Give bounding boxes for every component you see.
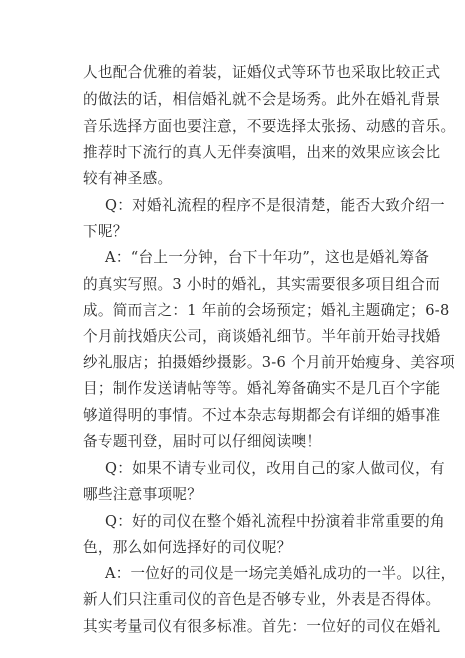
text-line: 色，那么如何选择好的司仪呢？ — [83, 539, 292, 556]
question-line: Q：好的司仪在整个婚礼流程中扮演着非常重要的角 — [105, 513, 445, 530]
text-line: 下呢？ — [83, 223, 128, 240]
text-line: 推荐时下流行的真人无伴奏演唱，出来的效果应该会比 — [83, 144, 441, 161]
text-line: 音乐选择方面也要注意，不要选择太张扬、动感的音乐。 — [83, 118, 456, 135]
text-line: 的真实写照。3 小时的婚礼，其实需要很多项目组合而 — [83, 276, 441, 293]
question-line: Q：如果不请专业司仪，改用自己的家人做司仪，有 — [105, 460, 445, 477]
text-line: 目；制作发送请帖等等。婚礼筹备确实不是几百个字能 — [83, 380, 441, 397]
text-line: 够道得明的事情。不过本杂志每期都会有详细的婚事准 — [83, 407, 441, 424]
text-line: 新人们只注重司仪的音色是否够专业，外表是否得体。 — [83, 591, 441, 608]
text-line: 纱礼服店；拍摄婚纱摄影。3-6 个月前开始瘦身、美容项 — [83, 354, 455, 371]
text-line: 个月前找婚庆公司，商谈婚礼细节。半年前开始寻找婚 — [83, 328, 441, 345]
answer-line: A：“台上一分钟，台下十年功”，这也是婚礼筹备 — [105, 249, 430, 266]
question-line: Q：对婚礼流程的程序不是很清楚，能否大致介绍一 — [105, 197, 445, 214]
text-line: 较有神圣感。 — [83, 170, 173, 187]
text-line: 其实考量司仪有很多标准。首先：一位好的司仪在婚礼 — [83, 618, 441, 635]
text-line: 人也配合优雅的着装，证婚仪式等环节也采取比较正式 — [83, 64, 441, 81]
answer-line: A：一位好的司仪是一场完美婚礼成功的一半。以往， — [105, 565, 456, 582]
text-line: 哪些注意事项呢？ — [83, 486, 203, 503]
text-line: 备专题刊登，届时可以仔细阅读噢！ — [83, 433, 322, 450]
text-line: 的做法的话，相信婚礼就不会是场秀。此外在婚礼背景 — [83, 91, 441, 108]
text-line: 成。简而言之：1 年前的会场预定；婚礼主题确定；6-8 — [83, 302, 450, 319]
